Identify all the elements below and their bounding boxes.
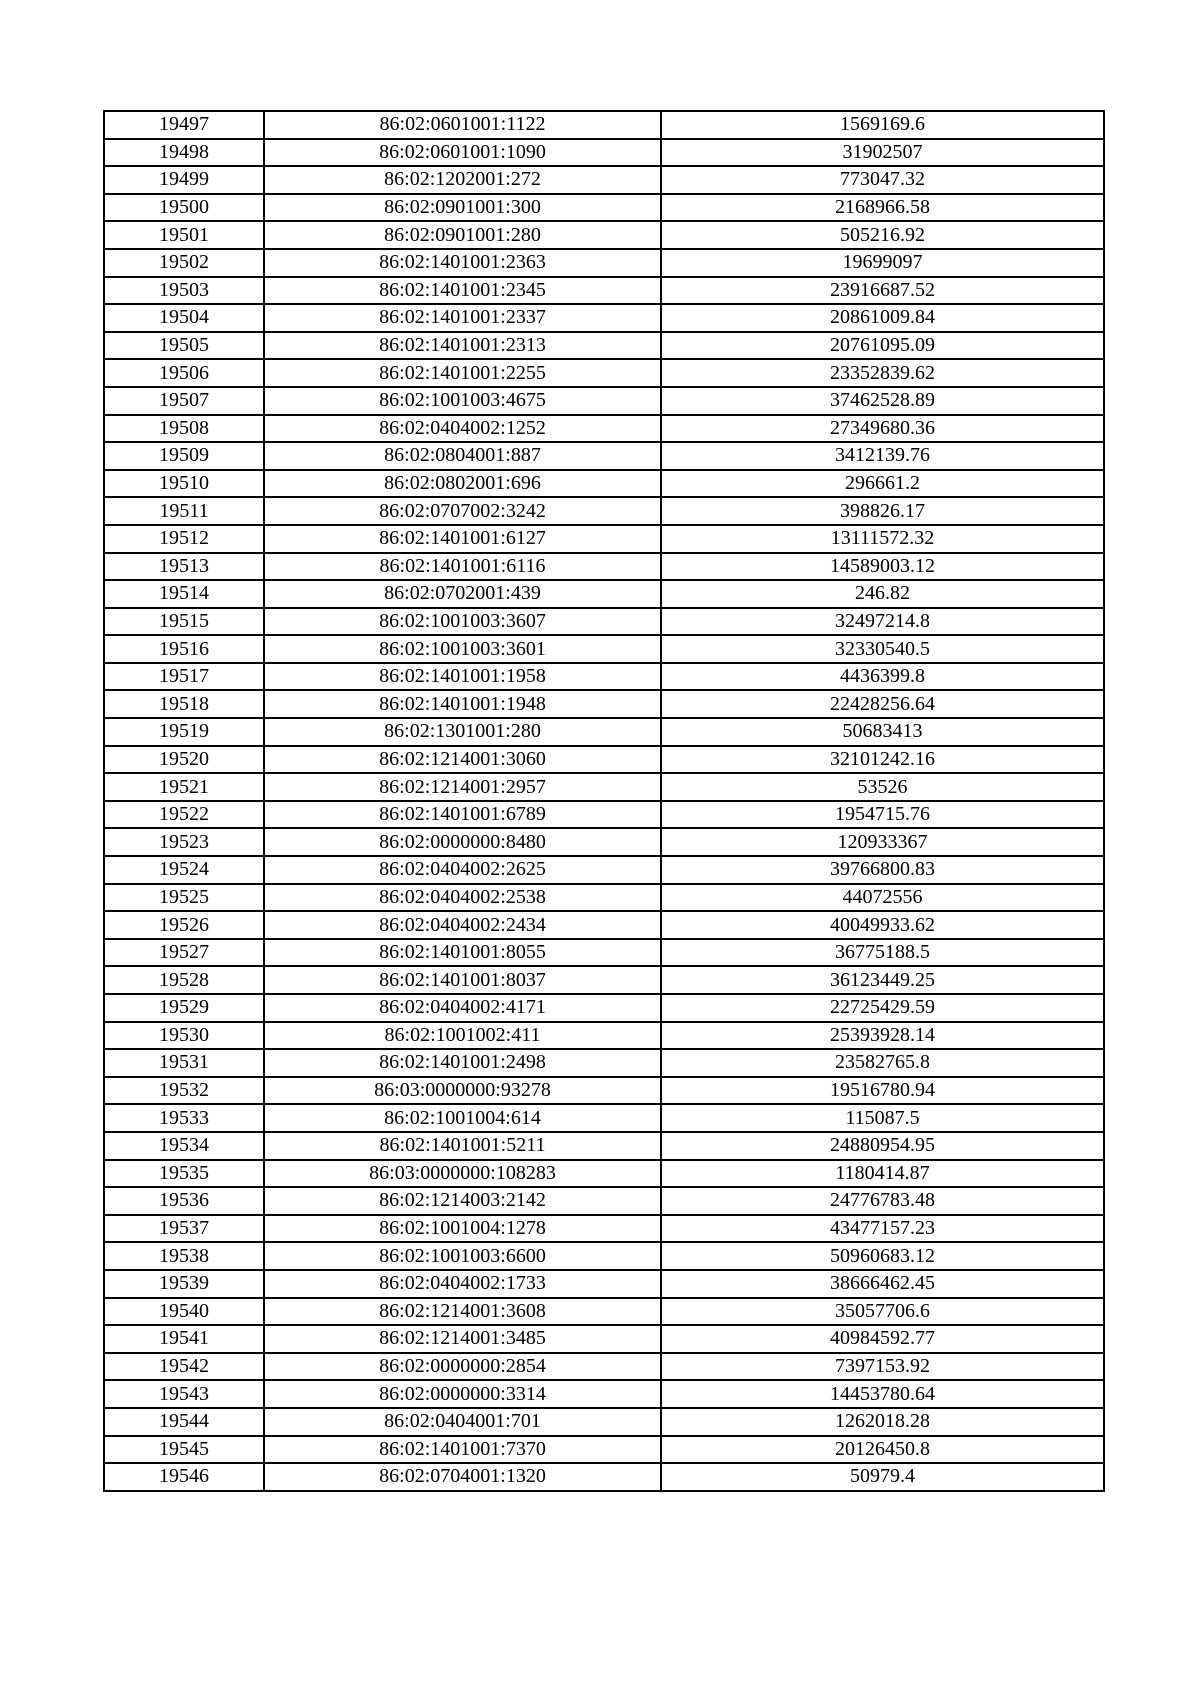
row-number-cell: 19536 bbox=[104, 1187, 264, 1215]
table-row bbox=[104, 1380, 1104, 1408]
cadastral-number-cell: 86:02:0404001:701 bbox=[264, 1408, 661, 1436]
cadastral-number-cell: 86:02:0404002:1252 bbox=[264, 415, 661, 443]
cadastral-number-cell: 86:02:1001004:1278 bbox=[264, 1215, 661, 1243]
value-cell: 50960683.12 bbox=[661, 1242, 1104, 1270]
row-number-cell: 19509 bbox=[104, 442, 264, 470]
cadastral-number-cell: 86:02:1401001:1948 bbox=[264, 690, 661, 718]
table-row bbox=[104, 663, 1104, 691]
table-row bbox=[104, 994, 1104, 1022]
cadastral-number-cell: 86:02:0404002:4171 bbox=[264, 994, 661, 1022]
table-row bbox=[104, 1077, 1104, 1105]
table-row bbox=[104, 1160, 1104, 1188]
value-cell: 296661.2 bbox=[661, 470, 1104, 498]
cadastral-number-cell: 86:02:1001003:4675 bbox=[264, 387, 661, 415]
row-number-cell: 19499 bbox=[104, 166, 264, 194]
table-row bbox=[104, 1022, 1104, 1050]
cadastral-number-cell: 86:02:0000000:2854 bbox=[264, 1353, 661, 1381]
value-cell: 53526 bbox=[661, 773, 1104, 801]
table-row bbox=[104, 497, 1104, 525]
row-number-cell: 19517 bbox=[104, 663, 264, 691]
table-row bbox=[104, 718, 1104, 746]
row-number-cell: 19539 bbox=[104, 1270, 264, 1298]
cadastral-number-cell: 86:03:0000000:93278 bbox=[264, 1077, 661, 1105]
cadastral-number-cell: 86:02:0901001:300 bbox=[264, 194, 661, 222]
row-number-cell: 19501 bbox=[104, 221, 264, 249]
value-cell: 505216.92 bbox=[661, 221, 1104, 249]
table-row bbox=[104, 966, 1104, 994]
row-number-cell: 19510 bbox=[104, 470, 264, 498]
cadastral-number-cell: 86:03:0000000:108283 bbox=[264, 1160, 661, 1188]
table-row bbox=[104, 470, 1104, 498]
cadastral-number-cell: 86:02:0802001:696 bbox=[264, 470, 661, 498]
row-number-cell: 19528 bbox=[104, 966, 264, 994]
table-row bbox=[104, 690, 1104, 718]
value-cell: 24776783.48 bbox=[661, 1187, 1104, 1215]
value-cell: 20126450.8 bbox=[661, 1436, 1104, 1464]
value-cell: 50683413 bbox=[661, 718, 1104, 746]
table-row bbox=[104, 442, 1104, 470]
table-row bbox=[104, 332, 1104, 360]
cadastral-number-cell: 86:02:1401001:6127 bbox=[264, 525, 661, 553]
value-cell: 37462528.89 bbox=[661, 387, 1104, 415]
value-cell: 43477157.23 bbox=[661, 1215, 1104, 1243]
cadastral-number-cell: 86:02:1401001:2313 bbox=[264, 332, 661, 360]
row-number-cell: 19545 bbox=[104, 1436, 264, 1464]
cadastral-number-cell: 86:02:1214001:3608 bbox=[264, 1298, 661, 1326]
value-cell: 3412139.76 bbox=[661, 442, 1104, 470]
table-row bbox=[104, 304, 1104, 332]
value-cell: 25393928.14 bbox=[661, 1022, 1104, 1050]
row-number-cell: 19533 bbox=[104, 1104, 264, 1132]
cadastral-number-cell: 86:02:0404002:1733 bbox=[264, 1270, 661, 1298]
table-row bbox=[104, 1325, 1104, 1353]
value-cell: 31902507 bbox=[661, 139, 1104, 167]
table-row bbox=[104, 635, 1104, 663]
value-cell: 23352839.62 bbox=[661, 359, 1104, 387]
row-number-cell: 19504 bbox=[104, 304, 264, 332]
value-cell: 120933367 bbox=[661, 828, 1104, 856]
cadastral-number-cell: 86:02:1001003:6600 bbox=[264, 1242, 661, 1270]
cadastral-number-cell: 86:02:1401001:2363 bbox=[264, 249, 661, 277]
cadastral-number-cell: 86:02:0404002:2538 bbox=[264, 884, 661, 912]
value-cell: 44072556 bbox=[661, 884, 1104, 912]
table-row bbox=[104, 1242, 1104, 1270]
cadastral-number-cell: 86:02:0404002:2434 bbox=[264, 911, 661, 939]
cadastral-number-cell: 86:02:0707002:3242 bbox=[264, 497, 661, 525]
cadastral-number-cell: 86:02:1401001:6116 bbox=[264, 553, 661, 581]
table-row bbox=[104, 1408, 1104, 1436]
table-row bbox=[104, 1187, 1104, 1215]
value-cell: 7397153.92 bbox=[661, 1353, 1104, 1381]
row-number-cell: 19513 bbox=[104, 553, 264, 581]
value-cell: 4436399.8 bbox=[661, 663, 1104, 691]
value-cell: 20861009.84 bbox=[661, 304, 1104, 332]
table-row bbox=[104, 194, 1104, 222]
table-row bbox=[104, 773, 1104, 801]
table-row bbox=[104, 1132, 1104, 1160]
value-cell: 14453780.64 bbox=[661, 1380, 1104, 1408]
table-row bbox=[104, 553, 1104, 581]
value-cell: 773047.32 bbox=[661, 166, 1104, 194]
cadastral-number-cell: 86:02:1301001:280 bbox=[264, 718, 661, 746]
row-number-cell: 19515 bbox=[104, 608, 264, 636]
value-cell: 398826.17 bbox=[661, 497, 1104, 525]
table-row bbox=[104, 359, 1104, 387]
table-row bbox=[104, 884, 1104, 912]
cadastral-number-cell: 86:02:0704001:1320 bbox=[264, 1463, 661, 1491]
row-number-cell: 19523 bbox=[104, 828, 264, 856]
value-cell: 35057706.6 bbox=[661, 1298, 1104, 1326]
table-row bbox=[104, 111, 1104, 139]
value-cell: 32101242.16 bbox=[661, 746, 1104, 774]
table-row bbox=[104, 911, 1104, 939]
row-number-cell: 19530 bbox=[104, 1022, 264, 1050]
cadastral-number-cell: 86:02:1401001:6789 bbox=[264, 801, 661, 829]
cadastral-number-cell: 86:02:1001004:614 bbox=[264, 1104, 661, 1132]
value-cell: 32330540.5 bbox=[661, 635, 1104, 663]
value-cell: 19699097 bbox=[661, 249, 1104, 277]
value-cell: 1954715.76 bbox=[661, 801, 1104, 829]
value-cell: 20761095.09 bbox=[661, 332, 1104, 360]
table-row bbox=[104, 1270, 1104, 1298]
value-cell: 23582765.8 bbox=[661, 1049, 1104, 1077]
cadastral-number-cell: 86:02:1401001:2345 bbox=[264, 277, 661, 305]
cadastral-number-cell: 86:02:1401001:8055 bbox=[264, 939, 661, 967]
cadastral-number-cell: 86:02:0000000:3314 bbox=[264, 1380, 661, 1408]
row-number-cell: 19522 bbox=[104, 801, 264, 829]
row-number-cell: 19519 bbox=[104, 718, 264, 746]
cadastral-number-cell: 86:02:1214003:2142 bbox=[264, 1187, 661, 1215]
row-number-cell: 19502 bbox=[104, 249, 264, 277]
row-number-cell: 19541 bbox=[104, 1325, 264, 1353]
value-cell: 13111572.32 bbox=[661, 525, 1104, 553]
row-number-cell: 19507 bbox=[104, 387, 264, 415]
row-number-cell: 19511 bbox=[104, 497, 264, 525]
row-number-cell: 19526 bbox=[104, 911, 264, 939]
cadastral-number-cell: 86:02:1401001:2498 bbox=[264, 1049, 661, 1077]
cadastral-number-cell: 86:02:0601001:1122 bbox=[264, 111, 661, 139]
row-number-cell: 19534 bbox=[104, 1132, 264, 1160]
cadastral-number-cell: 86:02:1001002:411 bbox=[264, 1022, 661, 1050]
value-cell: 23916687.52 bbox=[661, 277, 1104, 305]
value-cell: 38666462.45 bbox=[661, 1270, 1104, 1298]
row-number-cell: 19537 bbox=[104, 1215, 264, 1243]
row-number-cell: 19527 bbox=[104, 939, 264, 967]
cadastral-number-cell: 86:02:1401001:1958 bbox=[264, 663, 661, 691]
cadastral-number-cell: 86:02:1202001:272 bbox=[264, 166, 661, 194]
row-number-cell: 19546 bbox=[104, 1463, 264, 1491]
value-cell: 1569169.6 bbox=[661, 111, 1104, 139]
row-number-cell: 19524 bbox=[104, 856, 264, 884]
cadastral-number-cell: 86:02:1214001:3060 bbox=[264, 746, 661, 774]
cadastral-number-cell: 86:02:0404002:2625 bbox=[264, 856, 661, 884]
row-number-cell: 19520 bbox=[104, 746, 264, 774]
table-row bbox=[104, 1049, 1104, 1077]
cadastral-number-cell: 86:02:1214001:3485 bbox=[264, 1325, 661, 1353]
row-number-cell: 19529 bbox=[104, 994, 264, 1022]
table-row bbox=[104, 1436, 1104, 1464]
cadastral-number-cell: 86:02:1001003:3607 bbox=[264, 608, 661, 636]
value-cell: 22725429.59 bbox=[661, 994, 1104, 1022]
table-row bbox=[104, 525, 1104, 553]
value-cell: 19516780.94 bbox=[661, 1077, 1104, 1105]
cadastral-number-cell: 86:02:1401001:7370 bbox=[264, 1436, 661, 1464]
row-number-cell: 19521 bbox=[104, 773, 264, 801]
row-number-cell: 19506 bbox=[104, 359, 264, 387]
cadastral-number-cell: 86:02:0901001:280 bbox=[264, 221, 661, 249]
cadastral-number-cell: 86:02:1401001:5211 bbox=[264, 1132, 661, 1160]
row-number-cell: 19508 bbox=[104, 415, 264, 443]
cadastral-number-cell: 86:02:0601001:1090 bbox=[264, 139, 661, 167]
cadastral-number-cell: 86:02:1001003:3601 bbox=[264, 635, 661, 663]
table-row bbox=[104, 1215, 1104, 1243]
value-cell: 14589003.12 bbox=[661, 553, 1104, 581]
table-row bbox=[104, 1463, 1104, 1491]
cadastral-number-cell: 86:02:0000000:8480 bbox=[264, 828, 661, 856]
row-number-cell: 19498 bbox=[104, 139, 264, 167]
row-number-cell: 19542 bbox=[104, 1353, 264, 1381]
table-row bbox=[104, 166, 1104, 194]
row-number-cell: 19525 bbox=[104, 884, 264, 912]
table-row bbox=[104, 387, 1104, 415]
value-cell: 39766800.83 bbox=[661, 856, 1104, 884]
row-number-cell: 19516 bbox=[104, 635, 264, 663]
value-cell: 36123449.25 bbox=[661, 966, 1104, 994]
cadastral-number-cell: 86:02:1401001:8037 bbox=[264, 966, 661, 994]
table-row bbox=[104, 1104, 1104, 1132]
cadastral-number-cell: 86:02:1401001:2337 bbox=[264, 304, 661, 332]
value-cell: 40049933.62 bbox=[661, 911, 1104, 939]
value-cell: 115087.5 bbox=[661, 1104, 1104, 1132]
value-cell: 2168966.58 bbox=[661, 194, 1104, 222]
row-number-cell: 19518 bbox=[104, 690, 264, 718]
row-number-cell: 19540 bbox=[104, 1298, 264, 1326]
value-cell: 1180414.87 bbox=[661, 1160, 1104, 1188]
value-cell: 36775188.5 bbox=[661, 939, 1104, 967]
value-cell: 246.82 bbox=[661, 580, 1104, 608]
table-row bbox=[104, 856, 1104, 884]
table-row bbox=[104, 801, 1104, 829]
row-number-cell: 19531 bbox=[104, 1049, 264, 1077]
row-number-cell: 19512 bbox=[104, 525, 264, 553]
row-number-cell: 19514 bbox=[104, 580, 264, 608]
value-cell: 1262018.28 bbox=[661, 1408, 1104, 1436]
row-number-cell: 19503 bbox=[104, 277, 264, 305]
cadastral-number-cell: 86:02:0804001:887 bbox=[264, 442, 661, 470]
table-row bbox=[104, 939, 1104, 967]
table-row bbox=[104, 1298, 1104, 1326]
row-number-cell: 19505 bbox=[104, 332, 264, 360]
table-row bbox=[104, 1353, 1104, 1381]
row-number-cell: 19543 bbox=[104, 1380, 264, 1408]
row-number-cell: 19544 bbox=[104, 1408, 264, 1436]
row-number-cell: 19500 bbox=[104, 194, 264, 222]
table-row bbox=[104, 608, 1104, 636]
value-cell: 27349680.36 bbox=[661, 415, 1104, 443]
row-number-cell: 19535 bbox=[104, 1160, 264, 1188]
value-cell: 32497214.8 bbox=[661, 608, 1104, 636]
table-row bbox=[104, 277, 1104, 305]
cadastral-number-cell: 86:02:1214001:2957 bbox=[264, 773, 661, 801]
value-cell: 40984592.77 bbox=[661, 1325, 1104, 1353]
value-cell: 24880954.95 bbox=[661, 1132, 1104, 1160]
row-number-cell: 19532 bbox=[104, 1077, 264, 1105]
table-row bbox=[104, 746, 1104, 774]
value-cell: 50979.4 bbox=[661, 1463, 1104, 1491]
registry-table-body bbox=[104, 111, 1104, 1491]
table-row bbox=[104, 580, 1104, 608]
table-row bbox=[104, 828, 1104, 856]
table-row bbox=[104, 221, 1104, 249]
value-cell: 22428256.64 bbox=[661, 690, 1104, 718]
table-row bbox=[104, 139, 1104, 167]
table-row bbox=[104, 249, 1104, 277]
registry-table bbox=[103, 110, 1105, 1492]
row-number-cell: 19497 bbox=[104, 111, 264, 139]
row-number-cell: 19538 bbox=[104, 1242, 264, 1270]
table-row bbox=[104, 415, 1104, 443]
cadastral-number-cell: 86:02:0702001:439 bbox=[264, 580, 661, 608]
cadastral-number-cell: 86:02:1401001:2255 bbox=[264, 359, 661, 387]
